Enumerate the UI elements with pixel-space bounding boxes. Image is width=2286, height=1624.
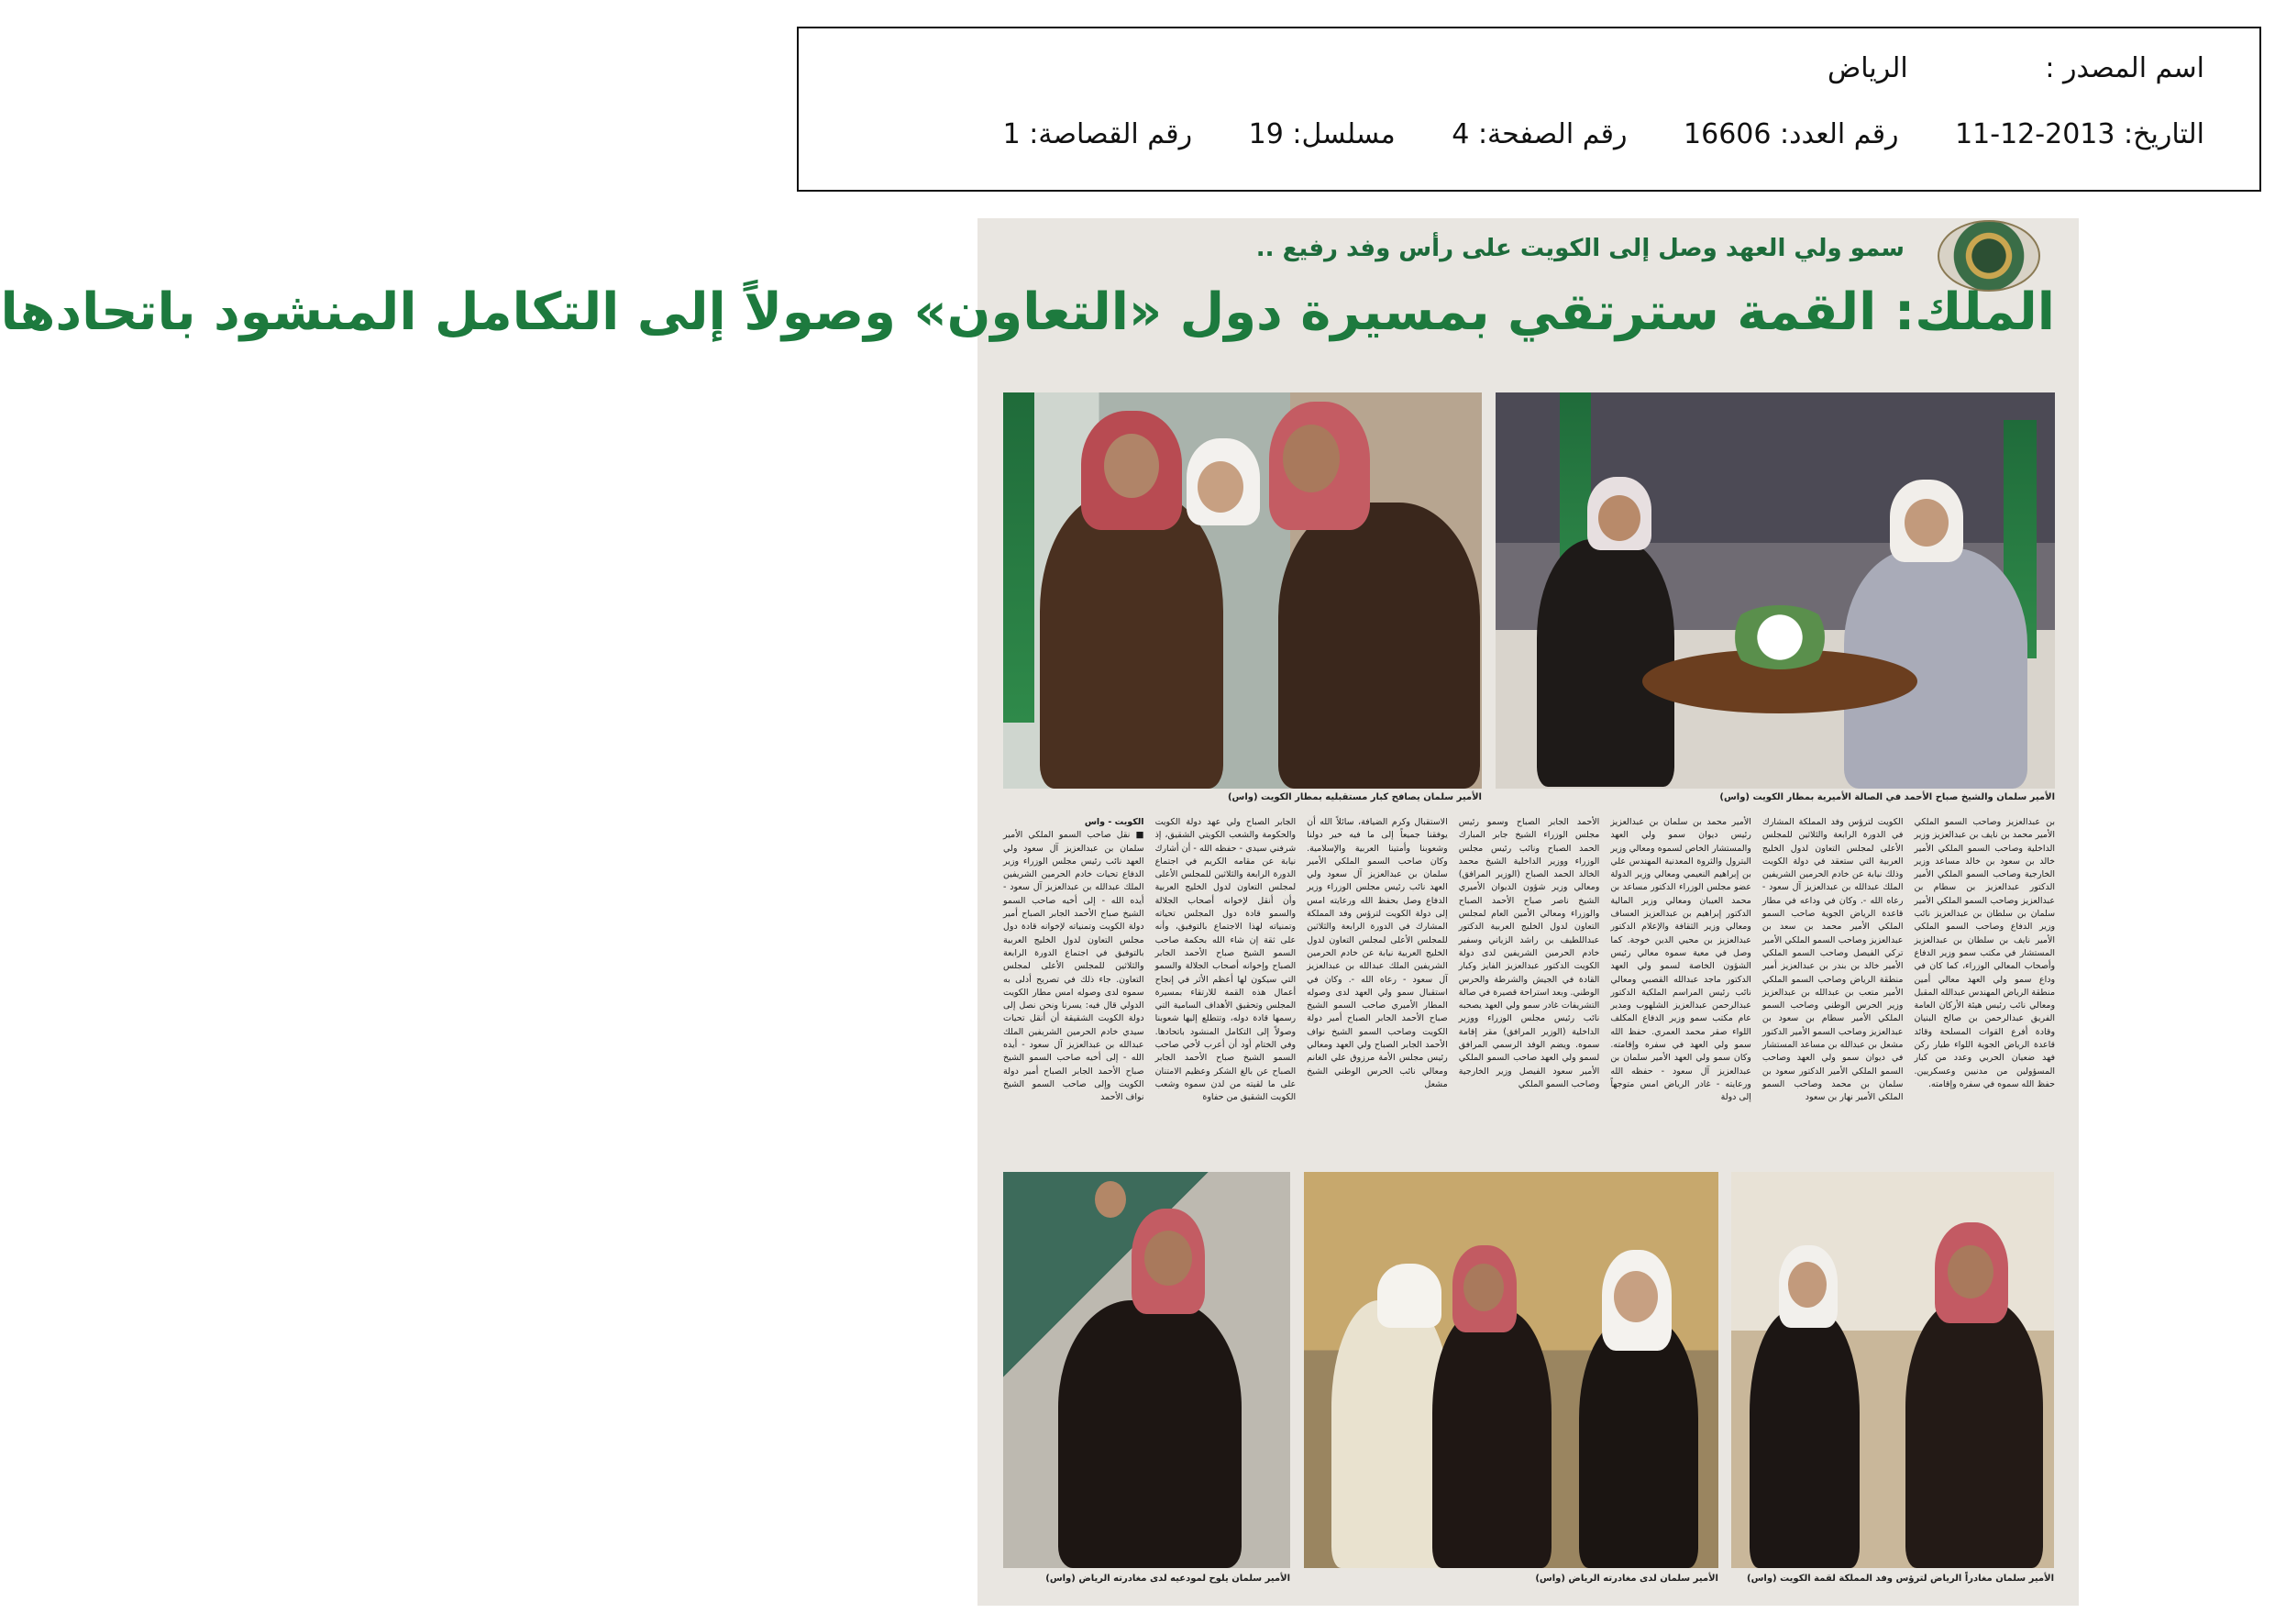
article-kicker: سمو ولي العهد وصل إلى الكويت على رأس وفد رفيع .. xyxy=(1255,235,1905,262)
metadata-box xyxy=(797,27,2261,192)
photo-departure-group xyxy=(1731,1172,2054,1568)
face xyxy=(1144,1231,1192,1286)
info-row xyxy=(955,118,2204,150)
waving-hand xyxy=(1095,1181,1126,1218)
source-row xyxy=(1828,52,2204,84)
face xyxy=(1614,1271,1658,1322)
photo-waving xyxy=(1003,1172,1290,1568)
face xyxy=(1463,1264,1504,1311)
article-column: الاستقبال وكرم الضيافة، سائلاً الله أن يوفقنا جميعاً إلى ما فيه خير دولنا وشعوبنا وأمتينا العربية والإسلامية. وكان صاحب السمو الملكي الأمير سلمان بن عبدالعزيز آل سعود ولي العهد نائب رئيس مجلس الوزراء وزير الدفاع وصل بحفظ الله ورعايته امس إلى دولة الكويت لترؤس وفد المملكة المشارك في الدورة الرابعة والثلاثين للمجلس الأعلى لمجلس التعاون لدول الخليج العربية نيابة عن خادم الحرمين الشريفين الملك عبدالله بن عبدالعزيز آل سعود - رعاه الله -. وكان في استقبال سمو ولي العهد لدى وصوله المطار الأميري صاحب السمو الشيخ صباح الأحمد الجابر الصباح أمير دولة الكويت وصاحب السمو الشيخ نواف الأحمد الجابر الصباح ولي العهد ومعالي رئيس مجلس الأمة مرزوق علي الغانم ومعالي نائب الحرس الوطني الشيخ مشعل xyxy=(1307,817,1448,1089)
standing-figure xyxy=(1040,493,1223,789)
photo4-caption: الأمير سلمان لدى مغادرته الرياض (واس) xyxy=(1535,1574,1718,1584)
article-column: الجابر الصباح ولي عهد دولة الكويت والحكومة والشعب الكويتي الشقيق، إذ شرفني سيدي - حفظه الله - أن أشارك نيابة عن مقامه الكريم في اجتماع الدورة الرابعة والثلاثين للمجلس الأعلى لمجلس التعاون لدول الخليج العربية وأن أنقل لإخوانه أصحاب الجلالة والسمو قادة دول المجلس تحياته وتمنياته لهذا الاجتماع بالتوفيق، وأنه على ثقة إن شاء الله بحكمة صاحب السمو الشيخ صباح الأحمد الجابر الصباح وإخوانه أصحاب الجلالة والسمو التي سيكون لها أعظم الأثر في إنجاح أعمال هذه القمة للارتقاء بمسيرة المجلس وتحقيق الأهداف السامية التي رسمها قادة دوله، وتتطلع إليها شعوبنا وصولاً إلى التكامل المنشود باتحادها. وفي الختام أود أن أعرب لأخي صاحب السمو الشيخ صباح الأحمد الجابر الصباح عن بالغ الشكر وعظيم الامتنان على ما لقيته من لدن سموه وشعب الكويت الشقيق من حفاوة xyxy=(1154,817,1297,1103)
newspaper-clipping xyxy=(0,218,2079,1606)
clip-label: رقم القصاصة: xyxy=(1029,118,1193,150)
face xyxy=(1905,499,1949,547)
face xyxy=(1283,425,1340,492)
standing-figure xyxy=(1278,503,1480,789)
photo5-caption: الأمير سلمان يلوح لمودعيه لدى مغادرته الرياض (واس) xyxy=(1045,1574,1290,1584)
flag-icon xyxy=(1003,392,1034,723)
photo2-caption: الأمير سلمان يصافح كبار مستقبليه بمطار الكويت (واس) xyxy=(1227,792,1482,802)
photo1-caption: الأمير سلمان والشيخ صباح الأحمد في الصالة الأميرية بمطار الكويت (واس) xyxy=(1719,792,2055,802)
face xyxy=(1948,1245,1993,1298)
flower-arrangement xyxy=(1725,605,1835,669)
column-text: ■ نقل صاحب السمو الملكي الأمير سلمان بن عبدالعزيز آل سعود ولي العهد نائب رئيس مجلس الوزراء وزير الدفاع تحيات خادم الحرمين الشريفين الملك عبدالله بن عبدالعزيز آل سعود - أيده الله - إلى أخيه صاحب السمو الشيخ صباح الأحمد الجابر الصباح أمير دولة الكويت وتمنياته لإخوانه قادة دول مجلس التعاون لدول الخليج العربية بالتوفيق في اجتماع الدورة الرابعة والثلاثين للمجلس الأعلى لمجلس التعاون. جاء ذلك في تصريح أدلى به سموه لدى وصوله امس مطار الكويت الدولي قال فيه: يسرنا ونحن نصل إلى دولة الكويت الشقيقة أن أنقل تحيات سيدي خادم الحرمين الشريفين الملك عبدالله بن عبدالعزيز آل سعود - أيده الله - إلى أخيه صاحب السمو الشيخ صباح الأحمد الجابر الصباح أمير دولة الكويت وإلى صاحب السمو الشيخ نواف الأحمد xyxy=(1003,830,1144,1103)
standing-figure xyxy=(1432,1309,1552,1568)
seated-figure xyxy=(1537,539,1674,787)
serial-field xyxy=(1249,118,1396,150)
page-value: 4 xyxy=(1452,118,1470,150)
article-column: الأمير محمد بن سلمان بن عبدالعزيز رئيس ديوان سمو ولي العهد والمستشار الخاص لسموه ومعالي وزير البترول والثروة المعدنية المهندس علي بن إبراهيم النعيمي ومعالي وزير الدولة عضو مجلس الوزراء الدكتور مساعد بن محمد العيبان ومعالي وزير المالية الدكتور إبراهيم بن عبدالعزيز العساف ومعالي وزير الثقافة والإعلام الدكتور عبدالعزيز بن محيي الدين خوجة. كما وصل في معية سموه معالي رئيس الشؤون الخاصة لسمو ولي العهد الدكتور ماجد عبدالله القصبي ومعالي نائب رئيس المراسم الملكية الدكتور عبدالرحمن عبدالعزيز الشلهوب ومدير عام مكتب سمو وزير الدفاع المكلف اللواء صقر محمد العمري. حفظ الله سمو ولي العهد في سفره وإقامته. وكان سمو ولي العهد الأمير سلمان بن عبدالعزيز آل سعود - حفظه الله ورعايته - غادر الرياض امس متوجهاً إلى دولة xyxy=(1610,817,1751,1103)
face xyxy=(1198,461,1243,513)
photo-meeting-room xyxy=(1496,392,2055,789)
clip-value: 1 xyxy=(1002,118,1021,150)
photo3-caption: الأمير سلمان مغادراً الرياض لترؤس وفد المملكة لقمة الكويت (واس) xyxy=(1747,1574,2054,1584)
photo-farewell xyxy=(1304,1172,1718,1568)
page-label: رقم الصفحة: xyxy=(1477,118,1628,150)
serial-value: 19 xyxy=(1248,118,1284,150)
face xyxy=(1788,1262,1827,1308)
headdress xyxy=(1377,1264,1441,1328)
standing-figure xyxy=(1905,1300,2043,1568)
date-value: 2013-12-11 xyxy=(1955,118,2115,150)
article-column xyxy=(1003,816,1144,1157)
date-field xyxy=(1955,118,2204,150)
photo-handshake xyxy=(1003,392,1482,789)
date-label: التاريخ: xyxy=(2124,118,2204,150)
issue-field xyxy=(1684,118,1898,150)
serial-label: مسلسل: xyxy=(1292,118,1396,150)
standing-figure xyxy=(1058,1300,1242,1568)
standing-figure xyxy=(1750,1309,1860,1568)
article-column: الكويت لترؤس وفد المملكة المشارك في الدورة الرابعة والثلاثين للمجلس الأعلى لمجلس التعاون لدول الخليج العربية التي ستعقد في دولة الكويت وذلك نيابة عن خادم الحرمين الشريفين الملك عبدالله بن عبدالعزيز آل سعود - رعاه الله -. وكان في وداعه في مطار قاعدة الرياض الجوية صاحب السمو الملكي الأمير محمد بن سعد بن عبدالعزيز وصاحب السمو الملكي الأمير تركي الفيصل وصاحب السمو الملكي الأمير خالد بن بندر بن عبدالعزيز أمير منطقة الرياض وصاحب السمو الملكي الأمير متعب بن عبدالله بن عبدالعزيز وزير الحرس الوطني وصاحب السمو الملكي الأمير سطام بن سعود بن عبدالعزيز وصاحب السمو الأمير الدكتور مشعل بن عبدالله بن مساعد المستشار في ديوان سمو ولي العهد وصاحب السمو الملكي الأمير الدكتور سعود بن سلمان بن محمد وصاحب السمو الملكي الأمير نهار بن سعود xyxy=(1761,817,1904,1103)
issue-label: رقم العدد: xyxy=(1780,118,1899,150)
face xyxy=(1104,434,1159,498)
article-column: بن عبدالعزيز وصاحب السمو الملكي الأمير محمد بن نايف بن عبدالعزيز وزير الداخلية وصاحب السمو الملكي الأمير خالد بن سعود بن خالد مساعد وزير الخارجية وصاحب السمو الملكي الأمير الدكتور عبدالعزيز بن سطام بن عبدالعزيز وصاحب السمو الملكي الأمير سلمان بن سلطان بن عبدالعزيز نائب وزير الدفاع وصاحب السمو الملكي الأمير نايف بن سلطان بن عبدالعزيز المستشار في مكتب سمو وزير الدفاع وأصحاب المعالي الوزراء، كما كان في وداع سمو ولي العهد معالي أمين منطقة الرياض المهندس عبدالله المقبل ومعالي نائب رئيس هيئة الأركان العامة الفريق عبدالرحمن بن صالح البنيان وقادة أفرع القوات المسلحة وقائد قاعدة الرياض الجوية اللواء طيار ركن فهد ضعيان الحربي وعدد من كبار المسؤولين من مدنيين وعسكريين. حفظ الله سموه في سفره وإقامته. xyxy=(1914,817,2056,1089)
standing-figure xyxy=(1579,1319,1698,1568)
gcc-summit-logo-icon xyxy=(1938,220,2040,292)
face xyxy=(1598,495,1640,541)
article-headline: الملك: القمة سترتقي بمسيرة دول «التعاون» وصولاً إلى التكامل المنشود باتحادها xyxy=(0,282,2055,342)
article-column: الأحمد الجابر الصباح وسمو رئيس مجلس الوزراء الشيخ جابر المبارك الحمد الصباح ونائب رئيس مجلس الوزراء ووزير الداخلية الشيخ محمد الخالد الحمد الصباح (الوزير المرافق) ومعالي وزير شؤون الديوان الأميري الشيخ ناصر صباح الأحمد الصباح والوزراء ومعالي الأمين العام لمجلس التعاون لدول الخليج العربية الدكتور عبداللطيف بن راشد الزياني وسفير خادم الحرمين الشريفين لدى دولة الكويت الدكتور عبدالعزيز الفايز وكبار القادة في الجيش والشرطة والحرس الوطني. وبعد استراحة قصيرة في صالة التشريفات غادر سمو ولي العهد يصحبه نائب رئيس مجلس الوزراء ووزير الداخلية (الوزير المرافق) مقر إقامة سموه. ويضم الوفد الرسمي المرافق لسمو ولي العهد صاحب السمو الملكي الأمير سعود الفيصل وزير الخارجية وصاحب السمو الملكي xyxy=(1458,817,1600,1089)
article-body xyxy=(1003,816,2055,1157)
source-label: اسم المصدر : xyxy=(2045,52,2204,84)
article-dateline: الكويت - واس xyxy=(1084,817,1144,827)
source-value: الرياض xyxy=(1827,52,1908,84)
clip-field xyxy=(1003,118,1192,150)
issue-value: 16606 xyxy=(1684,118,1772,150)
page-field xyxy=(1452,118,1627,150)
